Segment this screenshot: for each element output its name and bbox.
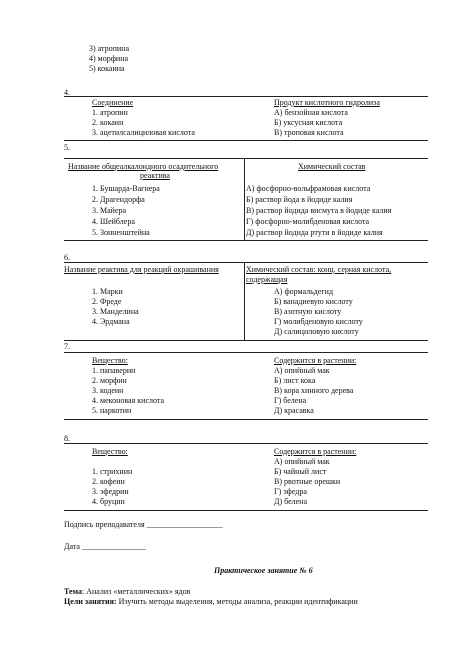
column-header: Химический состав: конц. серная кислота, bbox=[246, 265, 392, 274]
table-border bbox=[64, 240, 428, 241]
column-header: содержащая bbox=[246, 275, 288, 284]
table-border bbox=[64, 419, 428, 420]
table-cell: Г) эфедра bbox=[274, 487, 307, 496]
table-cell: 2. кокаин bbox=[92, 118, 124, 127]
column-header: Название общеалкалоидного осадительного bbox=[68, 162, 219, 171]
table-cell: Г) белена bbox=[274, 396, 307, 405]
section-title: Практическое занятие № 6 bbox=[214, 566, 313, 575]
table-cell: 4. Эрдмана bbox=[92, 317, 130, 326]
table-cell: Д) раствор йодида ртути в йодиде калия bbox=[246, 228, 383, 237]
column-header: Вещество: bbox=[92, 447, 128, 456]
table-cell: 1. стрихнин bbox=[92, 467, 133, 476]
table-cell: В) троповая кислота bbox=[274, 128, 344, 137]
table-border bbox=[64, 340, 428, 341]
table-cell: 3. кодеин bbox=[92, 386, 124, 395]
goals-line bbox=[64, 597, 358, 607]
column-header: Продукт кислотного гидролиза bbox=[274, 98, 380, 107]
question-number: 6. bbox=[64, 253, 70, 262]
question-number: 7. bbox=[64, 342, 70, 351]
table-cell: А) формальдегид bbox=[274, 287, 334, 296]
table-cell: Б) чайный лист bbox=[274, 467, 327, 476]
table-border bbox=[64, 158, 428, 159]
table-cell: 5. наркотин bbox=[92, 406, 132, 415]
table-cell: А) опийный мак bbox=[274, 366, 330, 375]
table-cell: В) азотную кислоту bbox=[274, 307, 342, 316]
table-cell: 4. Шейблера bbox=[92, 217, 135, 226]
table-cell: А) бензойная кислота bbox=[274, 108, 348, 117]
table-cell: 5. Зонненштейна bbox=[92, 228, 150, 237]
column-header: реактива bbox=[140, 171, 170, 180]
table-cell: А) фосфорно-вольфрамовая кислота bbox=[246, 184, 371, 193]
table-cell: 2. Фреде bbox=[92, 297, 122, 306]
table-cell: А) опийный мак bbox=[274, 457, 330, 466]
column-header: Содержится в растении: bbox=[274, 447, 357, 456]
table-cell: 2. кофеин bbox=[92, 477, 125, 486]
table-cell: 3. эфедрин bbox=[92, 487, 129, 496]
list-item: 4) морфина bbox=[89, 54, 129, 63]
table-cell: 3. Майера bbox=[92, 206, 127, 215]
table-cell: Д) салициловую кислоту bbox=[274, 327, 359, 336]
table-cell: В) раствор йодида висмута в йодиде калия bbox=[246, 206, 392, 215]
topic-line bbox=[64, 587, 190, 597]
table-cell: Д) красавка bbox=[274, 406, 314, 415]
table-cell: 3. ацетилсалициловая кислота bbox=[92, 128, 195, 137]
table-cell: В) кора хинного дерева bbox=[274, 386, 354, 395]
list-item: 3) атропина bbox=[89, 44, 129, 53]
table-cell: Д) белена bbox=[274, 497, 308, 506]
table-cell: Б) лист кока bbox=[274, 376, 316, 385]
table-cell: Б) ванадиевую кислоту bbox=[274, 297, 353, 306]
table-cell: В) рвотные орешки bbox=[274, 477, 341, 486]
date-line: Дата ________________ bbox=[64, 542, 146, 551]
table-border bbox=[244, 262, 245, 340]
table-border bbox=[64, 510, 428, 511]
column-header: Содержится в растении: bbox=[274, 356, 357, 365]
table-cell: Г) фосфорно-молибденовая кислота bbox=[246, 217, 370, 226]
table-cell: 1. папаверин bbox=[92, 366, 136, 375]
goals-text: Изучить методы выделения, методы анализа, реакции идентификации bbox=[116, 597, 358, 606]
table-cell: 2. Драгендорфа bbox=[92, 195, 145, 204]
topic-label: Тема bbox=[64, 587, 82, 596]
table-cell: 2. морфин bbox=[92, 376, 127, 385]
table-cell: Б) раствор йода в йодиде калия bbox=[246, 195, 353, 204]
table-border bbox=[64, 443, 428, 444]
question-number: 4. bbox=[64, 88, 70, 97]
column-header: Вещество: bbox=[92, 356, 128, 365]
topic-text: : Анализ «металлических» ядов bbox=[81, 587, 191, 596]
table-cell: Г) молибденовую кислоту bbox=[274, 317, 363, 326]
table-cell: 1. Бушарда-Вагнера bbox=[92, 184, 160, 193]
column-header: Название реактива для реакций окрашивания bbox=[64, 265, 219, 274]
goals-label: Цели занятия: bbox=[64, 597, 117, 606]
table-cell: 4. меконовая кислота bbox=[92, 396, 165, 405]
question-number: 8. bbox=[64, 434, 70, 443]
table-border bbox=[64, 96, 428, 97]
table-border bbox=[64, 140, 428, 141]
table-cell: 1. атропин bbox=[92, 108, 128, 117]
column-header: Соединение bbox=[92, 98, 134, 107]
signature-line: Подпись преподавателя ___________________ bbox=[64, 520, 223, 529]
table-cell: 1. Марки bbox=[92, 287, 123, 296]
table-border bbox=[244, 158, 245, 240]
table-border bbox=[64, 262, 428, 263]
column-header: Химический состав bbox=[298, 162, 366, 171]
table-cell: Б) уксусная кислота bbox=[274, 118, 343, 127]
list-item: 5) кокаина bbox=[89, 64, 125, 73]
table-cell: 3. Манделина bbox=[92, 307, 139, 316]
table-border bbox=[64, 352, 428, 353]
question-number: 5. bbox=[64, 143, 70, 152]
table-cell: 4. бруцин bbox=[92, 497, 125, 506]
